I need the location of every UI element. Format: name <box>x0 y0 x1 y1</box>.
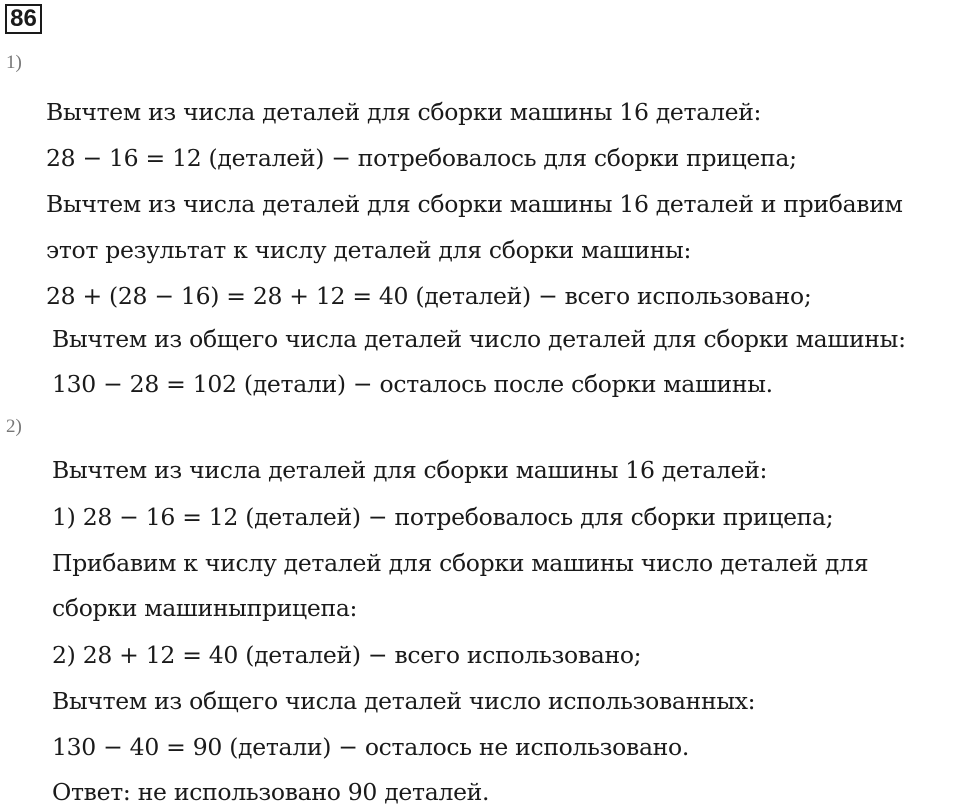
part2-line-3: Прибавим к числу деталей для сборки машины число деталей для <box>52 549 869 577</box>
part1-line-6: Вычтем из общего числа деталей число деталей для сборки машины: <box>52 325 906 353</box>
part1-line-7: 130 − 28 = 102 (детали) − осталось после сборки машины. <box>52 370 773 398</box>
part-label-2: 2) <box>6 416 22 437</box>
part2-line-7: 130 − 40 = 90 (детали) − осталось не использовано. <box>52 733 690 761</box>
part2-line-2: 1) 28 − 16 = 12 (деталей) − потребовалось для сборки прицепа; <box>52 503 834 531</box>
part-label-1: 1) <box>6 52 22 73</box>
part1-line-5: 28 + (28 − 16) = 28 + 12 = 40 (деталей) − всего использовано; <box>46 282 812 310</box>
part2-line-6: Вычтем из общего числа деталей число использованных: <box>52 687 756 715</box>
part1-line-4: этот результат к числу деталей для сборки машины: <box>46 236 692 264</box>
part2-line-1: Вычтем из числа деталей для сборки машины 16 деталей: <box>52 456 768 484</box>
part1-line-3: Вычтем из числа деталей для сборки машины 16 деталей и прибавим <box>46 190 903 218</box>
answer-line: Ответ: не использовано 90 деталей. <box>52 778 490 806</box>
part1-line-1: Вычтем из числа деталей для сборки машины 16 деталей: <box>46 98 762 126</box>
part2-line-5: 2) 28 + 12 = 40 (деталей) − всего использовано; <box>52 641 642 669</box>
task-number-badge: 86 <box>5 4 42 34</box>
part1-line-2: 28 − 16 = 12 (деталей) − потребовалось для сборки прицепа; <box>46 144 797 172</box>
part2-line-4: сборки машиныприцепа: <box>52 594 358 622</box>
